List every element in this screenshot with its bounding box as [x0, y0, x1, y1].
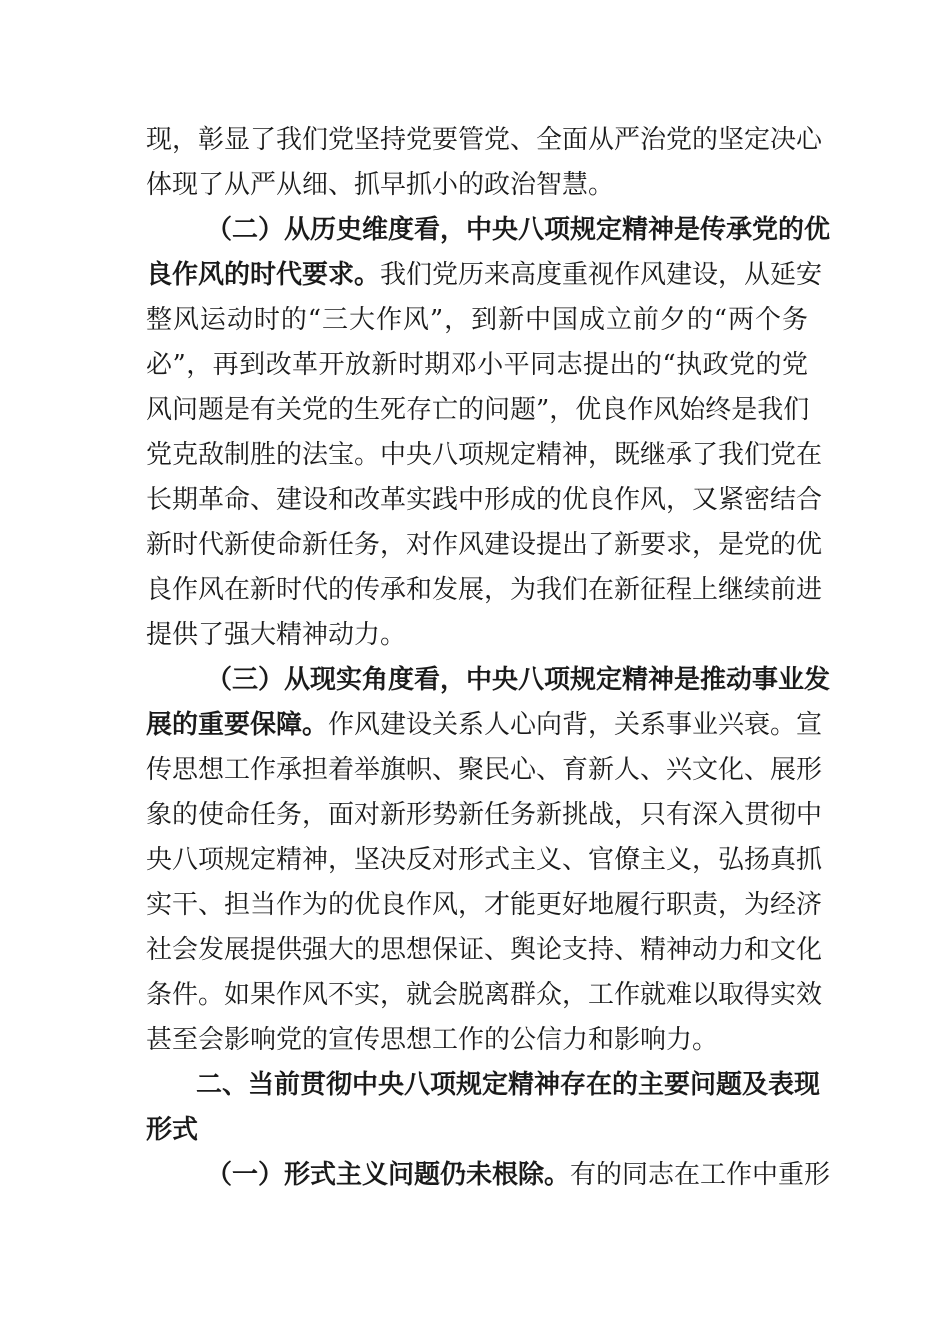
section-heading: 二、当前贯彻中央八项规定精神存在的主要问题及表现 [196, 1070, 821, 1100]
text-line: 央八项规定精神，坚决反对形式主义、官僚主义，弘扬真抓 [146, 845, 823, 875]
section-heading: 形式 [146, 1115, 199, 1145]
text-line: 新时代新使命新任务，对作风建设提出了新要求，是党的优 [146, 530, 823, 560]
text-line: 风问题是有关党的生死存亡的问题”，优良作风始终是我们 [146, 395, 810, 425]
text-line: 现，彰显了我们党坚持党要管党、全面从严治党的坚定决心 [146, 125, 823, 155]
text-line: 提供了强大精神动力。 [146, 620, 407, 650]
text-line: 长期革命、建设和改革实践中形成的优良作风，又紧密结合 [146, 485, 823, 515]
text-line: 社会发展提供强大的思想保证、舆论支持、精神动力和文化 [146, 935, 823, 965]
body-text: 我们党历来高度重视作风建设，从延安 [380, 260, 823, 290]
text-line: 党克敌制胜的法宝。中央八项规定精神，既继承了我们党在 [146, 440, 823, 470]
subheading-text: 展的重要保障。 [146, 710, 329, 740]
text-line: 实干、担当作为的优良作风，才能更好地履行职责，为经济 [146, 890, 823, 920]
subheading-text: 良作风的时代要求。 [146, 260, 381, 290]
subheading-text: （三）从现实角度看，中央八项规定精神是推动事业发 [206, 665, 831, 695]
text-line [206, 1153, 831, 1197]
subheading-line [206, 208, 831, 252]
text-line: 必”，再到改革开放新时期邓小平同志提出的“执政党的党 [146, 350, 808, 380]
text-line: 整风运动时的“三大作风”，到新中国成立前夕的“两个务 [146, 305, 808, 335]
text-line: 甚至会影响党的宣传思想工作的公信力和影响力。 [146, 1025, 719, 1055]
text-line [146, 253, 823, 297]
body-text: 有的同志在工作中重形 [570, 1160, 831, 1190]
subheading-text: （二）从历史维度看，中央八项规定精神是传承党的优 [206, 215, 831, 245]
text-line: 条件。如果作风不实，就会脱离群众，工作就难以取得实效 [146, 980, 823, 1010]
text-line: 象的使命任务，面对新形势新任务新挑战，只有深入贯彻中 [146, 800, 823, 830]
body-text: 作风建设关系人心向背，关系事业兴衰。宣 [328, 710, 823, 740]
text-line [146, 703, 823, 747]
text-line: 体现了从严从细、抓早抓小的政治智慧。 [146, 170, 615, 200]
text-line: 传思想工作承担着举旗帜、聚民心、育新人、兴文化、展形 [146, 755, 823, 785]
subheading-line [206, 658, 831, 702]
text-line: 良作风在新时代的传承和发展，为我们在新征程上继续前进 [146, 575, 823, 605]
subheading-text: （一）形式主义问题仍未根除。 [206, 1160, 571, 1190]
